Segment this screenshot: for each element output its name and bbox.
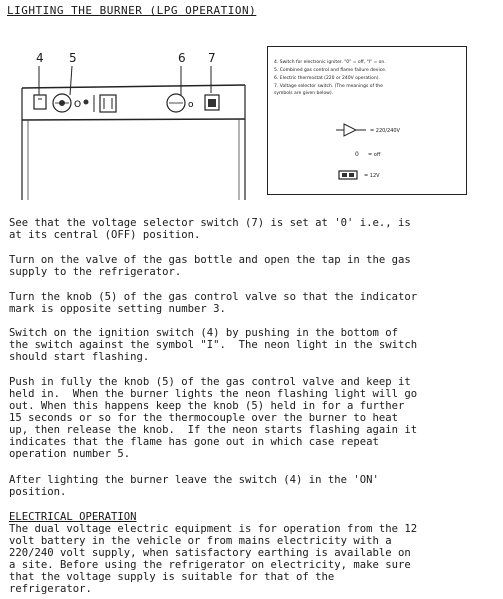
paragraph-3: Turn the knob (5) of the gas control valve so that the indicator mark is opposite setting number 3.: [9, 291, 418, 315]
ignition-switch-icon: [34, 95, 46, 109]
callout-7: 7: [208, 51, 216, 65]
callout-5: 5: [69, 51, 77, 65]
svg-text:o: o: [188, 100, 194, 110]
callout-4: 4: [36, 51, 44, 65]
off-symbol-label: = off: [368, 152, 381, 158]
indicator-window-icon: [100, 95, 116, 112]
ac-symbol-label: = 220/240V: [370, 128, 400, 134]
paragraph-2: Turn on the valve of the gas bottle and open the tap in the gas supply to the refrigerator.: [9, 254, 411, 278]
callout-6: 6: [178, 51, 186, 65]
electrical-heading: ELECTRICAL OPERATION: [9, 511, 137, 523]
control-panel-diagram: [0, 0, 270, 200]
paragraph-5: Push in fully the knob (5) of the gas control valve and keep it held in. When the burner lights the neon flashing light will go out. When this happens keep the knob (5) held in for a further 15 seconds or so for the thermocouple over the burner to heat up, then release the knob. If the neon starts flashing again it indicates that the flame has gone out in which case repeat operation number 5.: [9, 376, 418, 460]
legend-item-7-cont: symbols are given below).: [274, 91, 334, 96]
legend-item-5: 5. Combined gas control and flame failure device.: [274, 68, 387, 73]
ac-symbol-icon: [336, 122, 366, 138]
paragraph-6: After lighting the burner leave the switch (4) in the 'ON' position.: [9, 474, 379, 498]
svg-text:O: O: [74, 100, 82, 110]
legend-item-7: 7. Voltage selector switch. (The meanings of the: [274, 84, 383, 89]
battery-symbol-label: = 12V: [364, 173, 380, 179]
legend-item-4: 4. Switch for electronic igniter. "0" = off, "I" = on.: [274, 60, 386, 65]
off-symbol: 0: [355, 151, 359, 158]
battery-symbol-icon: [338, 169, 360, 181]
legend-item-6: 6. Electric thermostat (220 or 240V operation).: [274, 76, 380, 81]
paragraph-1: See that the voltage selector switch (7) is set at '0' i.e., is at its central (OFF) position.: [9, 217, 411, 241]
legend-box: [267, 46, 467, 195]
paragraph-4: Switch on the ignition switch (4) by pushing in the bottom of the switch against the symbol "I". The neon light in the switch should start flashing.: [9, 327, 418, 363]
electrical-section: ELECTRICAL OPERATION The dual voltage electric equipment is for operation from the 12 volt battery in the vehicle or from mains electricity with a 220/240 volt supply, when satisfactory earthing is available on a site. Before using the refrigerator on electricity, make sure that the voltage supply is suitable for that of the refrigerator.: [9, 511, 497, 595]
page-heading: LIGHTING THE BURNER (LPG OPERATION): [7, 4, 257, 17]
